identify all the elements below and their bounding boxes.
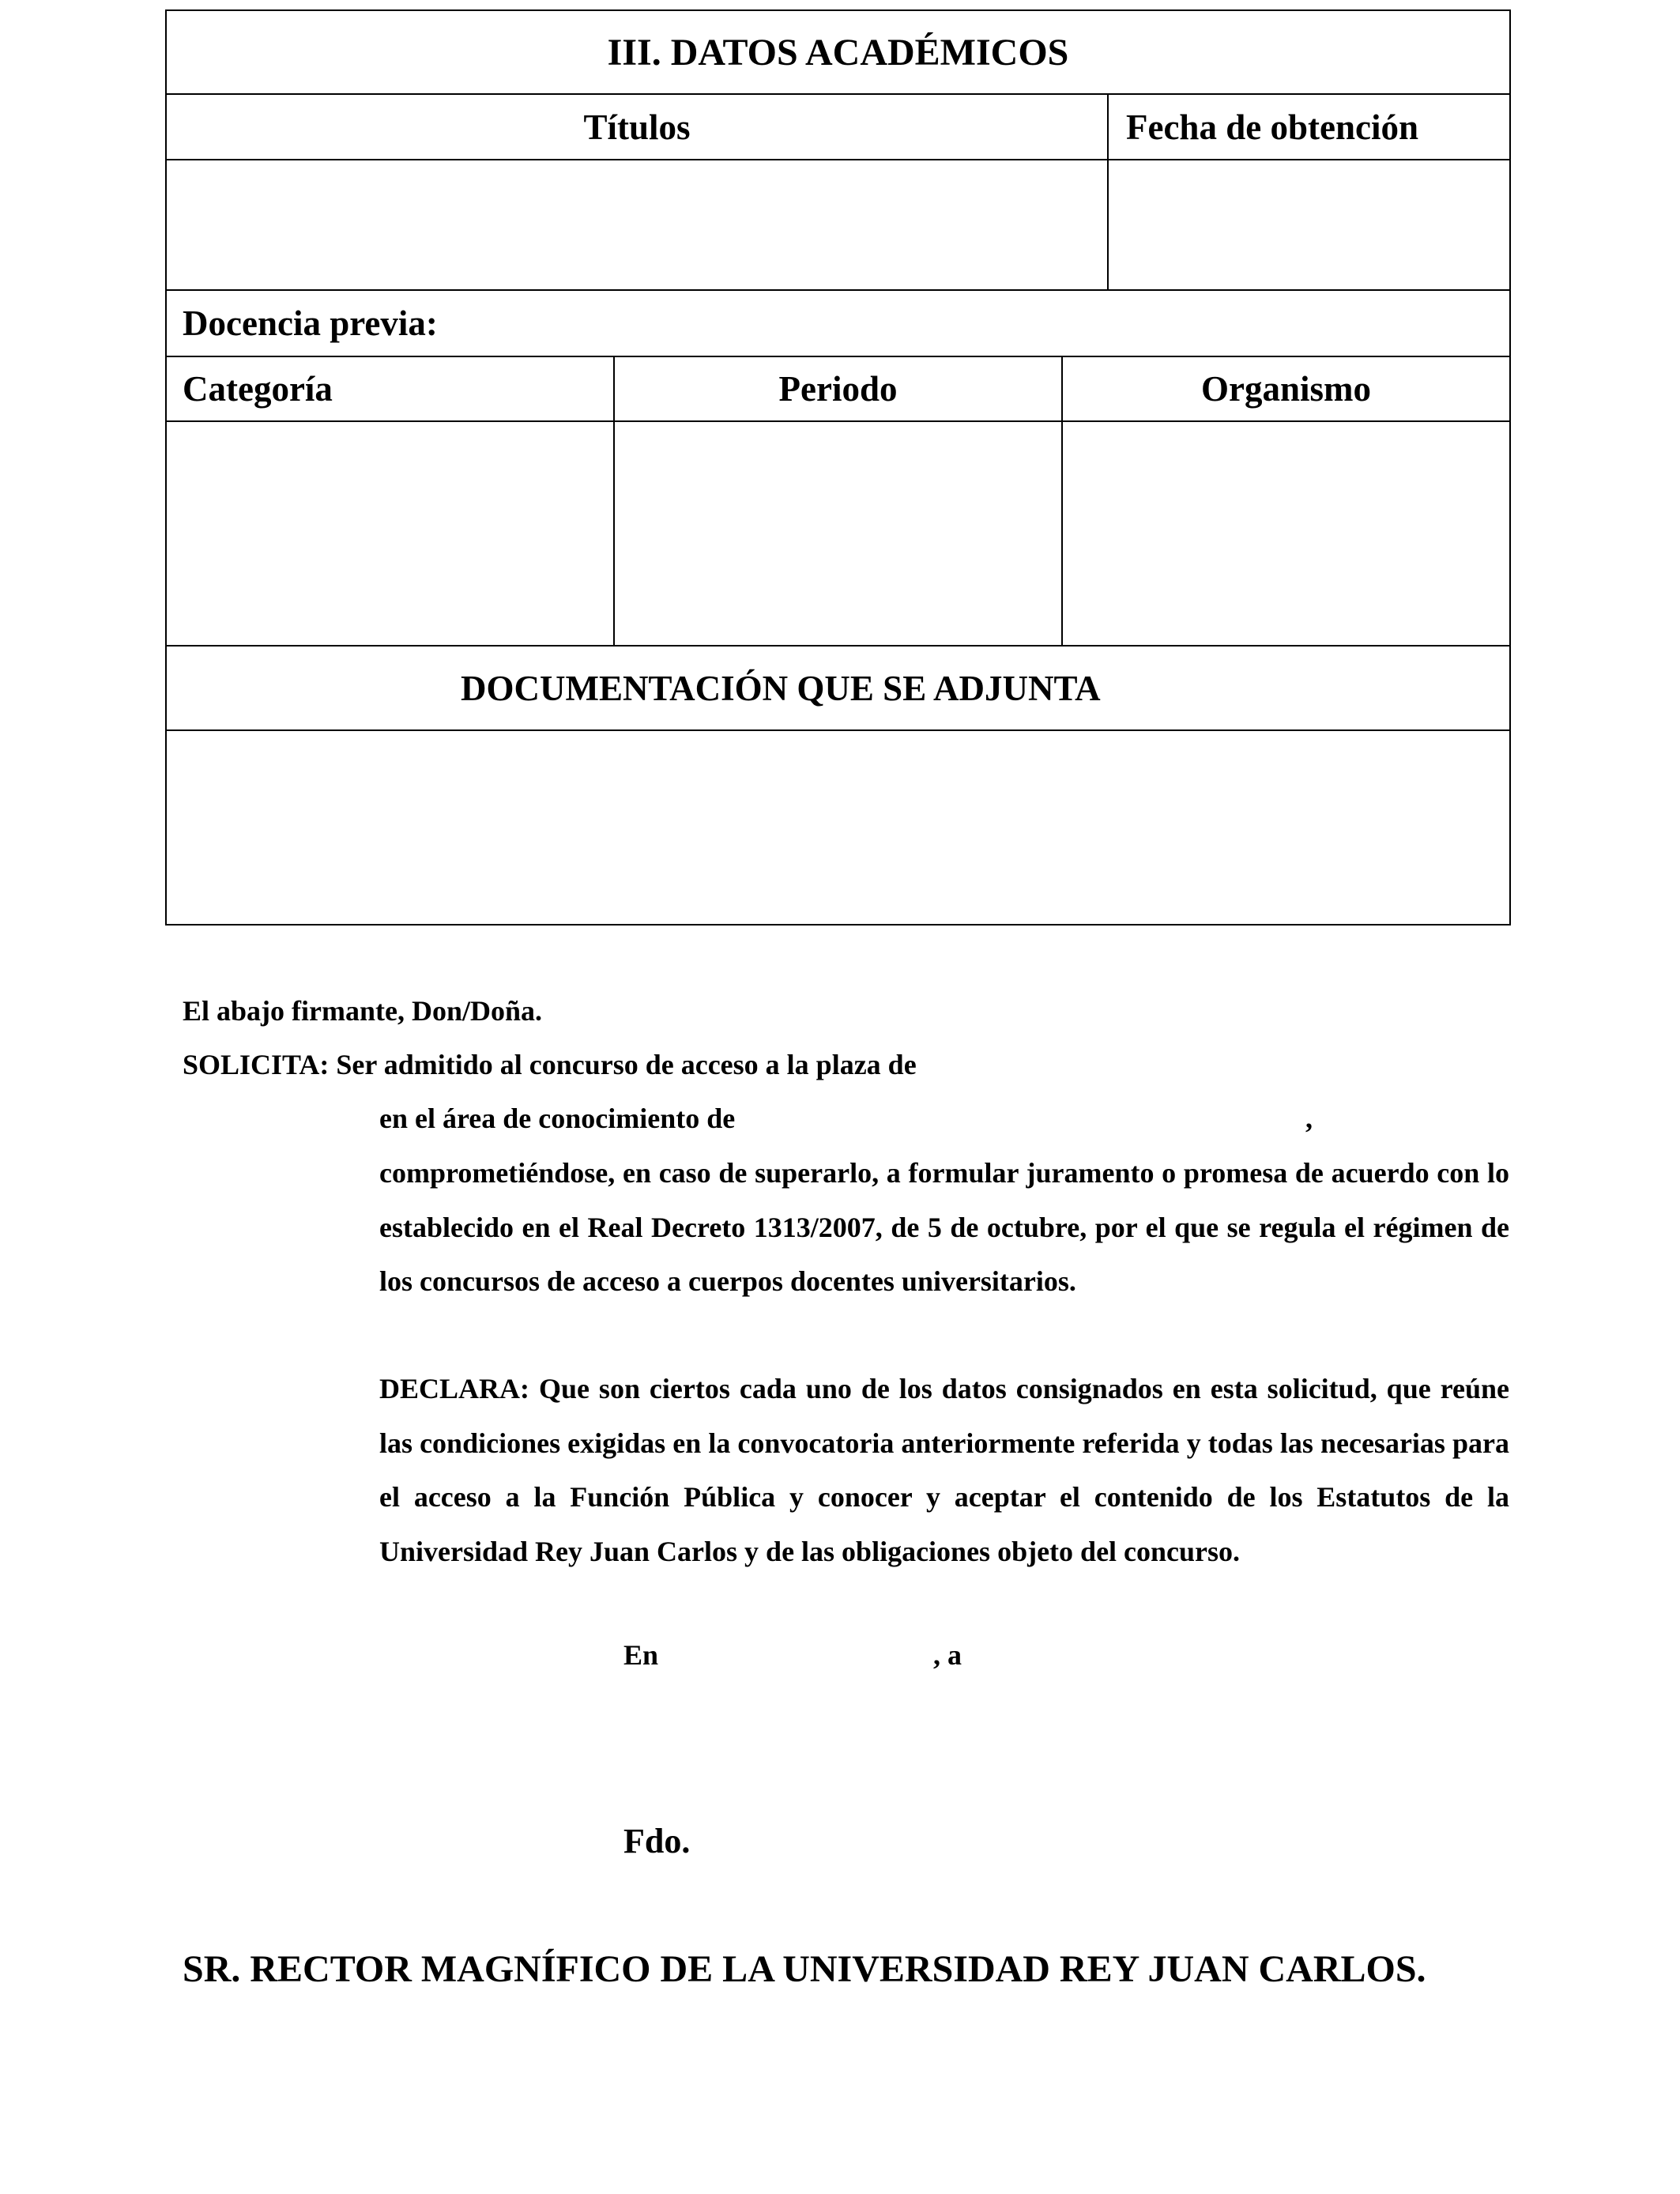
area-line-suffix: , xyxy=(1305,1103,1313,1134)
place-prefix: En xyxy=(623,1639,659,1671)
signature-label: Fdo. xyxy=(623,1822,691,1860)
place-date-suffix: , a xyxy=(933,1639,962,1671)
section-title: III. DATOS ACADÉMICOS xyxy=(607,31,1069,74)
addressee-line: SR. RECTOR MAGNÍFICO DE LA UNIVERSIDAD REY JUAN CARLOS. xyxy=(183,1948,1426,1990)
titulos-entry-field[interactable] xyxy=(167,160,1107,289)
categoria-entry-field[interactable] xyxy=(167,422,613,645)
organismo-entry-field[interactable] xyxy=(1063,422,1509,645)
area-line-prefix: en el área de conocimiento de xyxy=(379,1103,736,1134)
declara-paragraph: DECLARA: Que son ciertos cada uno de los datos consignados en esta solicitud, que reúne las condiciones exigidas en la convocatoria anteriormente referida y todas las necesarias para el acceso a la Función Pública y conocer y aceptar el contenido de los Estatutos de la Universidad Rey Juan Carlos y de las obligaciones objeto del concurso. xyxy=(379,1373,1509,1567)
periodo-column-header: Periodo xyxy=(778,369,898,409)
date-column-header: Fecha de obtención xyxy=(1126,107,1418,147)
solicita-line: SOLICITA: Ser admitido al concurso de acceso a la plaza de xyxy=(183,1049,917,1080)
signer-line: El abajo firmante, Don/Doña. xyxy=(183,995,543,1027)
fecha-entry-field[interactable] xyxy=(1109,160,1509,289)
commitment-paragraph: comprometiéndose, en caso de superarlo, a formular juramento o promesa de acuerdo con lo establecido en el Real Decreto 1313/2007, de 5 de octubre, por el que se regula el régimen de los concursos de acceso a cuerpos docentes universitarios. xyxy=(379,1157,1509,1297)
titles-column-header: Títulos xyxy=(583,107,691,147)
categoria-column-header: Categoría xyxy=(183,369,333,409)
attachments-entry-field[interactable] xyxy=(167,731,1509,924)
organismo-column-header: Organismo xyxy=(1200,369,1371,409)
teaching-label: Docencia previa: xyxy=(183,303,438,343)
periodo-entry-field[interactable] xyxy=(615,422,1061,645)
attachments-title: DOCUMENTACIÓN QUE SE ADJUNTA xyxy=(461,668,1101,708)
